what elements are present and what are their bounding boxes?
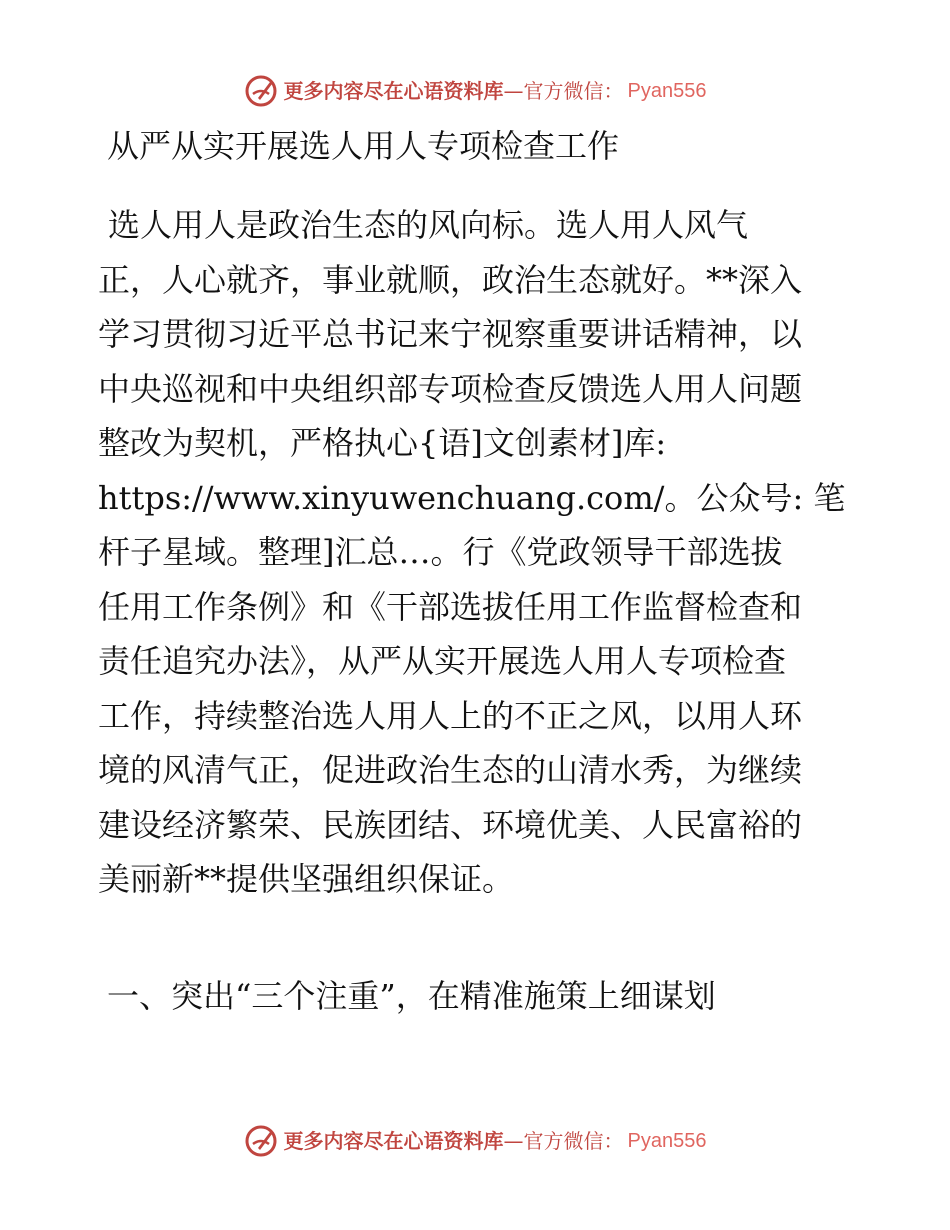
book-pen-logo-icon xyxy=(244,1124,278,1158)
paragraph-line: 美丽新**提供坚强组织保证。 xyxy=(98,860,515,898)
body-paragraph xyxy=(98,198,858,907)
watermark-id: Pyan556 xyxy=(627,80,707,102)
watermark-separator: — xyxy=(503,1129,524,1153)
paragraph-line: 任用工作条例》和《干部选拔任用工作监督检查和 xyxy=(98,587,803,626)
watermark-main-text: 更多内容尽在心语资料库 xyxy=(283,79,504,103)
section-heading: 一、突出“三个注重”，在精准施策上细谋划 xyxy=(107,977,716,1015)
paragraph-line: 整改为契机，严格执心{语]文创素材]库: xyxy=(98,424,667,462)
book-pen-logo-icon xyxy=(244,74,278,108)
paragraph-line: 境的风清气正，促进政治生态的山清水秀，为继续 xyxy=(98,751,803,789)
watermark-separator: — xyxy=(503,79,524,103)
watermark-main-text: 更多内容尽在心语资料库 xyxy=(283,1129,504,1153)
watermark-footer xyxy=(0,1124,950,1158)
paragraph-line: 中央巡视和中央组织部专项检查反馈选人用人问题 xyxy=(98,369,803,408)
paragraph-line: 工作，持续整治选人用人上的不正之风，以用人环 xyxy=(98,696,803,735)
paragraph-line: 责任追究办法》，从严从实开展选人用人专项检查 xyxy=(98,642,787,680)
document-title: 从严从实开展选人用人专项检查工作 xyxy=(107,127,620,165)
watermark-header xyxy=(0,74,950,108)
paragraph-line: 建设经济繁荣、民族团结、环境优美、人民富裕的 xyxy=(98,805,803,844)
watermark-label: 官方微信： xyxy=(523,1129,624,1153)
paragraph-line: 正，人心就齐，事业就顺，政治生态就好。**深入 xyxy=(98,260,803,299)
paragraph-line: https://www.xinyuwenchuang.com/。公众号: 笔 xyxy=(98,478,846,517)
paragraph-line: 选人用人是政治生态的风向标。选人用人风气 xyxy=(108,206,749,244)
paragraph-line: 学习贯彻习近平总书记来宁视察重要讲话精神，以 xyxy=(98,315,803,353)
paragraph-line: 杆子星域。整理]汇总…。行《党政领导干部选拔 xyxy=(98,533,783,571)
watermark-label: 官方微信： xyxy=(523,79,624,103)
watermark-id: Pyan556 xyxy=(627,1130,707,1152)
